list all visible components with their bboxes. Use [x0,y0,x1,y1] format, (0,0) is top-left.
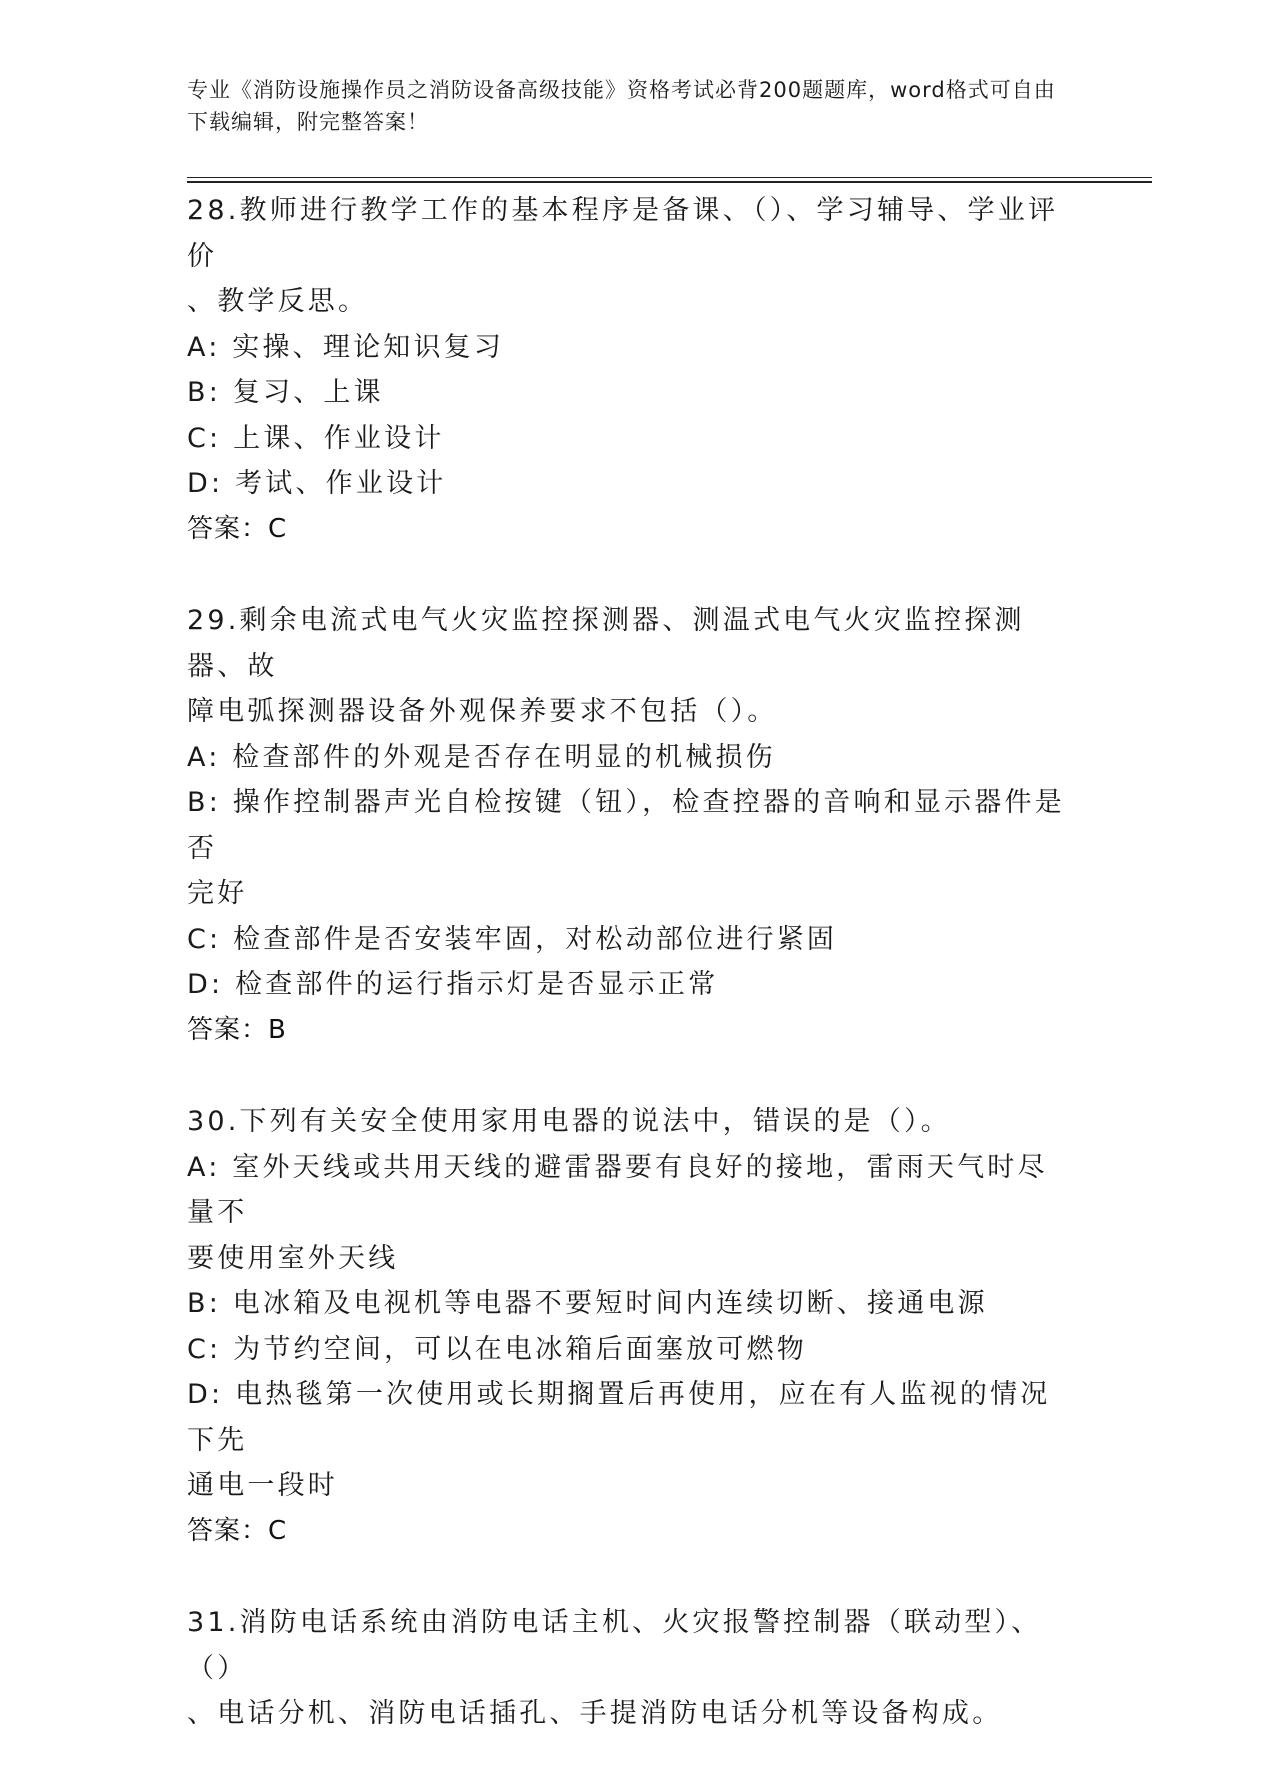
answer-line: 答案：C [187,513,288,544]
question-stem-line: 障电弧探测器设备外观保养要求不包括（）。 [187,696,778,727]
option-line: A: 室外天线或共用天线的避雷器要有良好的接地，雷雨天气时尽量不 [187,1151,1048,1228]
header-divider-thin [187,177,1152,178]
option-line: A: 实操、理论知识复习 [187,331,505,363]
question-stem-line: 30.下列有关安全使用家用电器的说法中，错误的是（）。 [187,1106,951,1137]
question-stem-line: 28.教师进行教学工作的基本程序是备课、（）、学习辅导、学业评价 [187,195,1059,272]
option-line: B: 操作控制器声光自检按键（钮），检查控器的音响和显示器件是否 [187,787,1065,864]
question-stem-line: 31.消防电话系统由消防电话主机、火灾报警控制器（联动型）、（） [187,1607,1042,1684]
question-stem-line: 、教学反思。 [187,286,369,317]
answer-line: 答案：C [187,1515,288,1546]
option-line: D: 电热毯第一次使用或长期搁置后再使用，应在有人监视的情况下先 [187,1379,1051,1456]
option-line: 完好 [187,878,248,909]
option-line: C: 检查部件是否安装牢固，对松动部位进行紧固 [187,923,838,955]
question-block [187,1600,1067,1737]
option-line: C: 上课、作业设计 [187,422,445,454]
question-stem-line: 29.剩余电流式电气火灾监控探测器、测温式电气火灾监控探测器、故 [187,605,1025,682]
answer-line: 答案：B [187,1014,287,1045]
question-stem-line: 、电话分机、消防电话插孔、手提消防电话分机等设备构成。 [187,1698,1003,1729]
option-line: A: 检查部件的外观是否存在明显的机械损伤 [187,741,776,773]
option-line: B: 电冰箱及电视机等电器不要短时间内连续切断、接通电源 [187,1288,988,1319]
question-block [187,188,1067,552]
option-line: B: 复习、上课 [187,377,384,408]
question-list [187,188,1067,1783]
question-block [187,598,1067,1053]
option-line: D: 考试、作业设计 [187,468,447,499]
question-block [187,1099,1067,1554]
option-line: D: 检查部件的运行指示灯是否显示正常 [187,969,719,1000]
option-line: C: 为节约空间，可以在电冰箱后面塞放可燃物 [187,1333,807,1365]
option-line: 要使用室外天线 [187,1242,399,1274]
document-header: 专业《消防设施操作员之消防设备高级技能》资格考试必背200题题库，word格式可自由下载编辑，附完整答案！ [187,78,1056,134]
option-line: 通电一段时 [187,1470,338,1501]
header-divider-thick [187,181,1152,183]
